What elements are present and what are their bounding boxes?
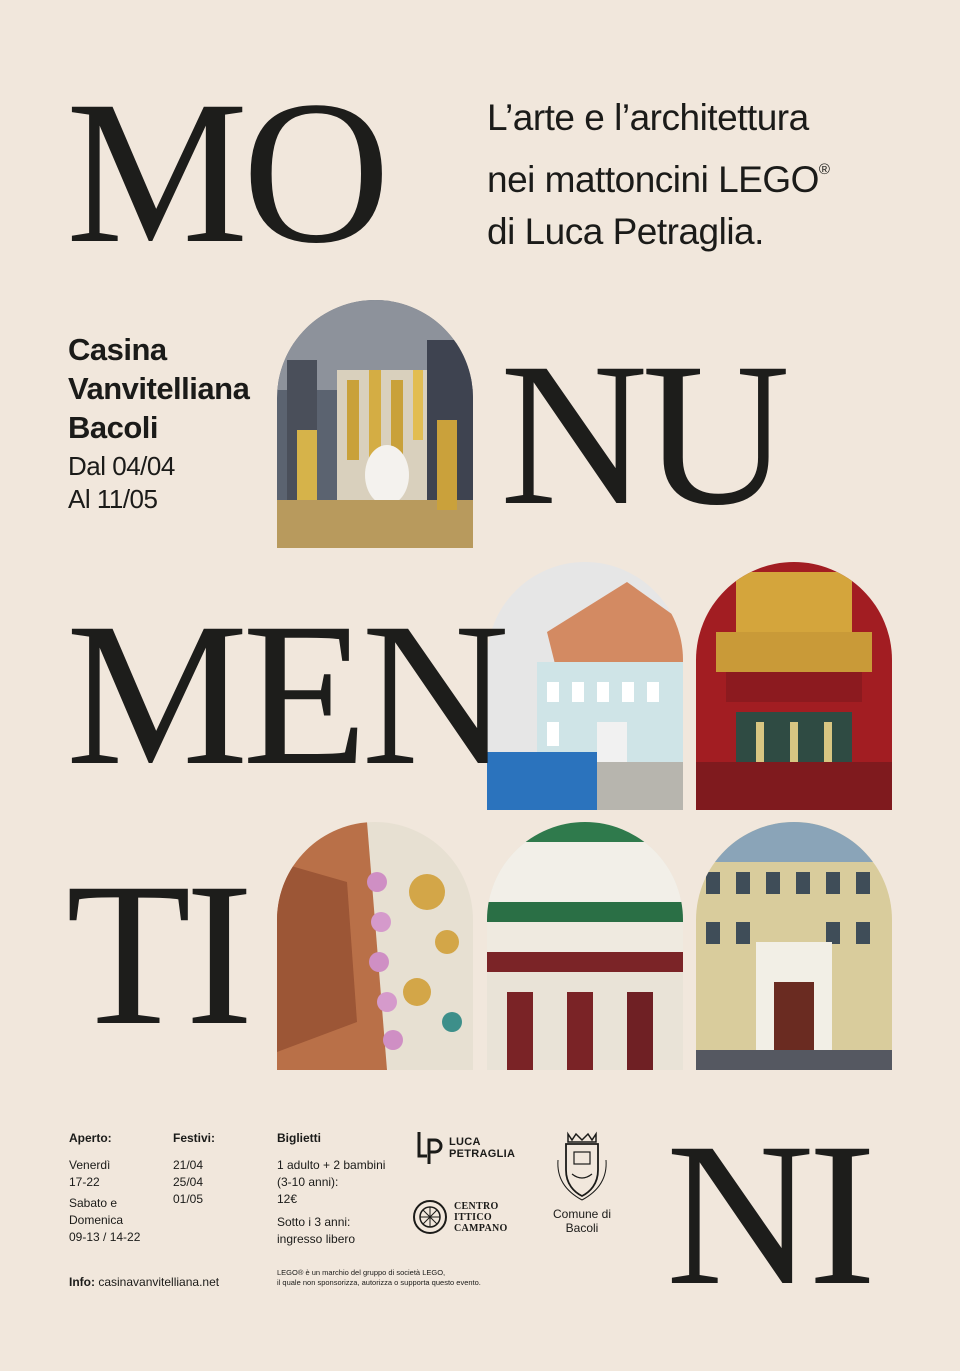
- biglietti-free-line: ingresso libero: [277, 1232, 356, 1246]
- tagline: [487, 92, 829, 258]
- ceiling-fresco-lego-photo: [277, 822, 473, 1070]
- website-link[interactable]: casinavanvitelliana.net: [98, 1275, 220, 1289]
- aperto-line: 09-13 / 14-22: [69, 1230, 141, 1244]
- venue-line-3: Bacoli: [68, 410, 159, 445]
- luca-line-2: PETRAGLIA: [449, 1148, 516, 1160]
- centro-line-2: ITTICO: [454, 1211, 492, 1223]
- biglietti-free-line: Sotto i 3 anni:: [277, 1215, 351, 1229]
- aperto-label: Aperto:: [69, 1131, 112, 1145]
- royal-theatre-box-lego-photo: [696, 562, 892, 810]
- event-dates: [68, 450, 175, 516]
- info-website: [69, 1274, 219, 1291]
- biglietti-line: 1 adulto + 2 bambini: [277, 1158, 386, 1172]
- aperto-line: 17-22: [69, 1175, 100, 1189]
- title-men: MEN: [66, 581, 504, 808]
- holidays: [173, 1130, 215, 1208]
- festivi-line: 01/05: [173, 1192, 204, 1206]
- tagline-line-1: L’arte e l’architettura: [487, 97, 809, 138]
- centro-ittico-logo: [412, 1199, 508, 1235]
- title-ti: TI: [66, 841, 248, 1068]
- facade-corner-lego-photo: [487, 822, 683, 1070]
- disclaimer-line: LEGO® è un marchio del gruppo di società LEGO,: [277, 1268, 446, 1277]
- luca-petraglia-logo: [415, 1130, 515, 1166]
- ornate-palace-facade-lego-photo: [696, 822, 892, 1070]
- biglietti-line: (3-10 anni):: [277, 1175, 339, 1189]
- title-nu: NU: [500, 321, 785, 548]
- bacoli-coat-of-arms-icon: [554, 1130, 610, 1202]
- date-from: Dal 04/04: [68, 451, 175, 481]
- tagline-line-3: di Luca Petraglia.: [487, 211, 764, 252]
- opening-hours: [69, 1130, 140, 1246]
- aperto-line: Sabato e: [69, 1196, 118, 1210]
- title-mo: MO: [66, 59, 385, 286]
- luca-line-1: LUCA: [449, 1136, 481, 1148]
- aperto-line: Domenica: [69, 1213, 124, 1227]
- tickets: [277, 1130, 385, 1248]
- venue-line-1: Casina: [68, 332, 167, 367]
- registered-mark: ®: [818, 161, 830, 178]
- biglietti-label: Biglietti: [277, 1131, 321, 1145]
- date-to: Al 11/05: [68, 484, 158, 514]
- lp-monogram-icon: [415, 1130, 443, 1166]
- centro-line-1: CENTRO: [454, 1200, 499, 1212]
- festivi-label: Festivi:: [173, 1131, 216, 1145]
- title-ni: NI: [666, 1101, 871, 1328]
- casina-vanvitelliana-lego-photo: [487, 562, 683, 810]
- baroque-altar-lego-photo: [277, 300, 473, 548]
- lego-disclaimer: [277, 1268, 481, 1288]
- centro-ittico-emblem-icon: [412, 1199, 448, 1235]
- venue-name: [68, 330, 249, 447]
- comune-di-bacoli-logo: [545, 1130, 619, 1235]
- festivi-line: 21/04: [173, 1158, 204, 1172]
- aperto-line: Venerdì: [69, 1158, 111, 1172]
- info-label: Info:: [69, 1275, 95, 1289]
- venue-line-2: Vanvitelliana: [68, 371, 250, 406]
- tagline-line-2: nei mattoncini LEGO®: [487, 159, 830, 200]
- comune-line-1: Comune di: [552, 1207, 612, 1221]
- festivi-line: 25/04: [173, 1175, 204, 1189]
- centro-line-3: CAMPANO: [454, 1222, 508, 1234]
- comune-line-2: Bacoli: [565, 1221, 599, 1235]
- biglietti-line: 12€: [277, 1192, 298, 1206]
- disclaimer-line: il quale non sponsorizza, autorizza o supporta questo evento.: [277, 1278, 481, 1287]
